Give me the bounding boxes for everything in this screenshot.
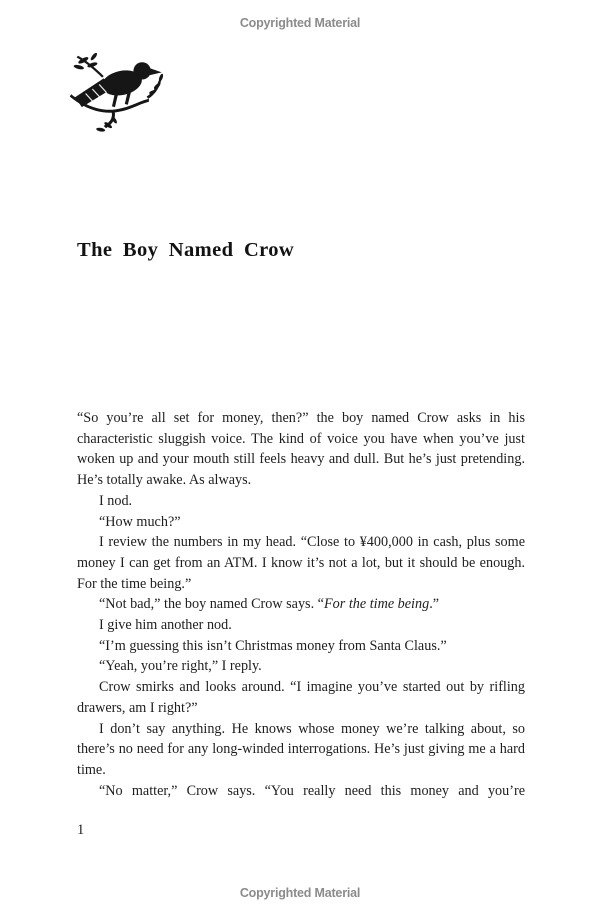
paragraph [77,512,525,533]
text-segment: “Yeah, you’re right,” I reply. [99,658,262,675]
body-text [77,408,525,801]
chapter-title: The Boy Named Crow [77,239,295,261]
text-segment: I don’t say anything. He knows whose money we’re talking about, so there’s no need for any long-winded interrogations. He’s just giving me a hard time. [77,720,525,778]
text-segment: .” [429,596,440,613]
paragraph [77,491,525,512]
crow-on-branch-icon [69,52,167,135]
paragraph [77,615,525,636]
text-segment: “I’m guessing this isn’t Christmas money from Santa Claus.” [99,637,447,654]
page-number: 1 [77,822,85,838]
paragraph [77,594,525,615]
italic-text-segment: For the time being [323,596,430,613]
text-segment: Crow smirks and looks around. “I imagine you’ve started out by rifling drawers, am I right?” [77,679,525,716]
paragraph [77,408,525,491]
text-segment: I give him another nod. [99,617,232,634]
paragraph [77,636,525,657]
text-segment: “So you’re all set for money, then?” the boy named Crow asks in his characteristic sluggish voice. The kind of voice you have when you’ve just woken up and your mouth still feels heavy and dull. But he’s just pretending. He’s totally awake. As always. [77,410,525,489]
text-segment: I nod. [99,492,133,509]
paragraph [77,656,525,677]
text-segment: I review the numbers in my head. “Close to ¥400,000 in cash, plus some money I can get from an ATM. I know it’s not a lot, but it should be enough. For the time being.” [77,534,525,592]
copyright-notice-bottom: Copyrighted Material [239,886,361,900]
crow-illustration [69,52,167,135]
text-segment: “How much?” [99,513,181,530]
text-segment: “Not bad,” the boy named Crow says. “ [99,596,324,613]
paragraph [77,532,525,594]
paragraph [77,677,525,718]
paragraph [77,781,525,802]
text-segment: “No matter,” Crow says. “You really need this money and you’re [99,782,525,799]
copyright-notice-top: Copyrighted Material [239,16,361,30]
paragraph [77,719,525,781]
